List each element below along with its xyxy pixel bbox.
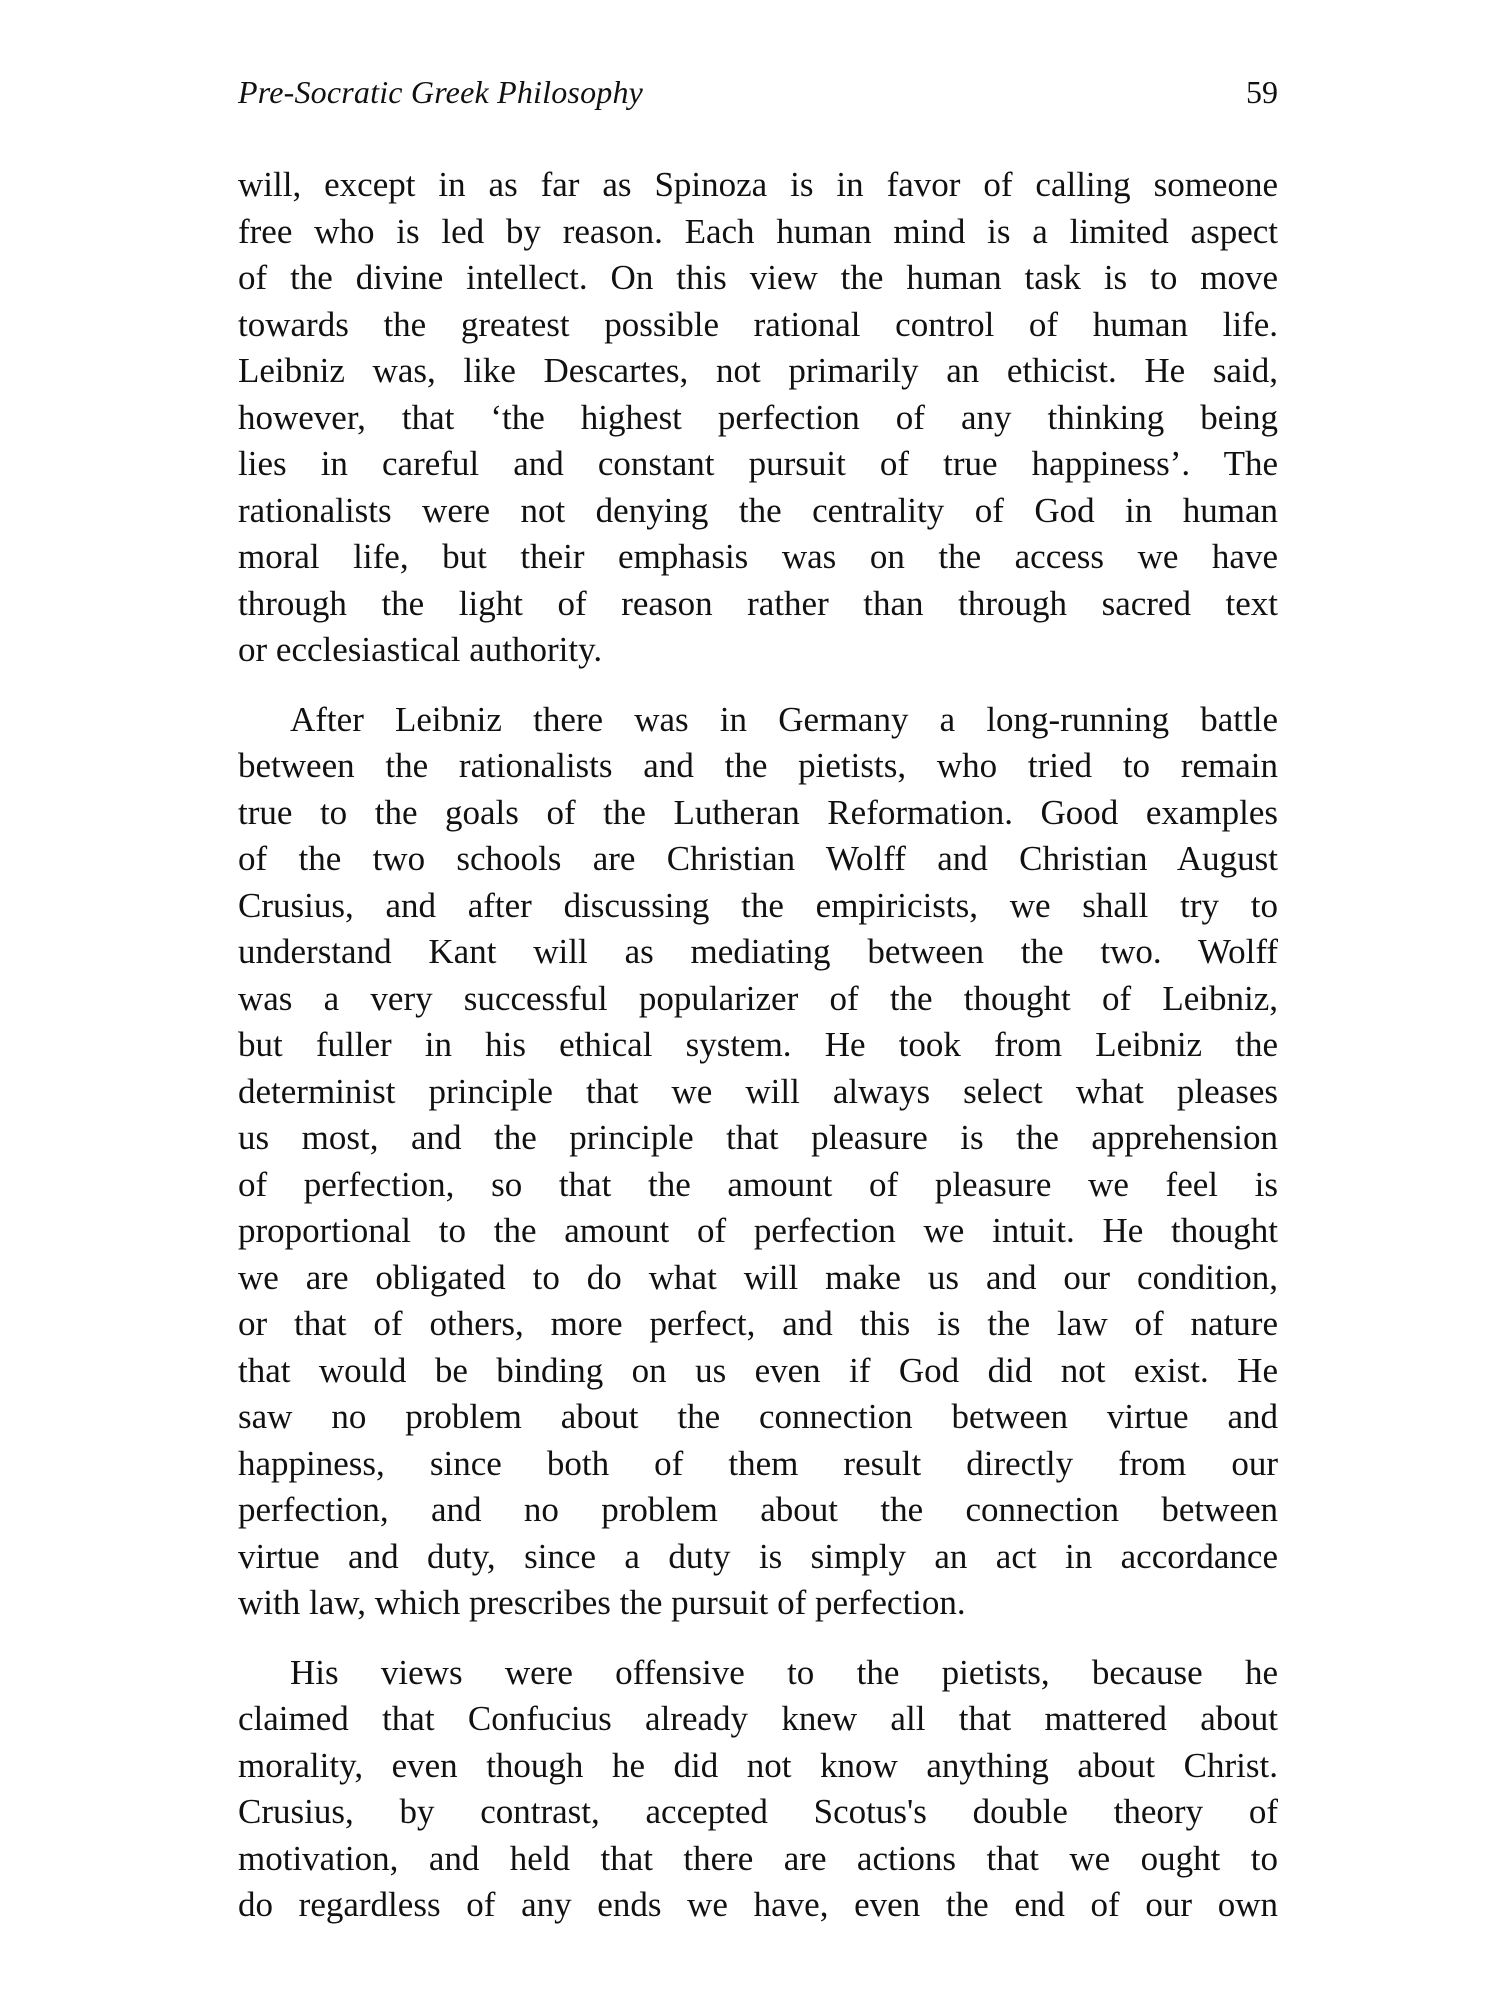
text-line: lies in careful and constant pursuit of true happiness’. The (238, 444, 1278, 483)
text-line: but fuller in his ethical system. He took from Leibniz the (238, 1025, 1278, 1064)
page-number: 59 (1246, 74, 1278, 110)
text-line: however, that ‘the highest perfection of any thinking being (238, 397, 1278, 437)
text-line: true to the goals of the Lutheran Reformation. Good examples (238, 792, 1278, 832)
running-title: Pre-Socratic Greek Philosophy (238, 74, 644, 110)
text-line: us most, and the principle that pleasure is the apprehension (238, 1118, 1278, 1157)
text-line: will, except in as far as Spinoza is in favor of calling someone (238, 165, 1278, 204)
text-line: was a very successful popularizer of the thought of Leibniz, (238, 978, 1278, 1018)
text-line: claimed that Confucius already knew all that mattered about (238, 1699, 1278, 1738)
text-line: determinist principle that we will always select what pleases (238, 1071, 1278, 1111)
text-line: understand Kant will as mediating between the two. Wolff (238, 932, 1278, 971)
text-line: towards the greatest possible rational control of human life. (238, 304, 1278, 344)
paragraph-spacer (238, 674, 1278, 697)
text-line: motivation, and held that there are actions that we ought to (238, 1838, 1278, 1878)
text-line: free who is led by reason. Each human mind is a limited aspect (238, 211, 1278, 251)
paragraph-3 (238, 1650, 1278, 1929)
paragraph-spacer (238, 1627, 1278, 1650)
text-line: of the two schools are Christian Wolff and Christian August (238, 839, 1278, 878)
text-line: that would be binding on us even if God did not exist. He (238, 1350, 1278, 1390)
text-line: perfection, and no problem about the connection between (238, 1490, 1278, 1529)
text-line: Crusius, by contrast, accepted Scotus's double theory of (238, 1792, 1278, 1831)
text-line: happiness, since both of them result directly from our (238, 1443, 1278, 1483)
text-line: saw no problem about the connection between virtue and (238, 1397, 1278, 1436)
text-line: His views were offensive to the pietists, because he (290, 1652, 1278, 1692)
text-line: or ecclesiastical authority. (238, 630, 603, 669)
paragraph-2 (238, 697, 1278, 1627)
text-line: Leibniz was, like Descartes, not primarily an ethicist. He said, (238, 351, 1278, 390)
text-line: morality, even though he did not know anything about Christ. (238, 1745, 1278, 1785)
text-line: of perfection, so that the amount of pleasure we feel is (238, 1164, 1278, 1204)
text-line: virtue and duty, since a duty is simply an act in accordance (238, 1536, 1278, 1576)
text-line: proportional to the amount of perfection we intuit. He thought (238, 1211, 1278, 1250)
text-line: do regardless of any ends we have, even the end of our own (238, 1885, 1278, 1924)
paragraph-1 (238, 162, 1278, 674)
text-line: of the divine intellect. On this view the human task is to move (238, 258, 1278, 297)
text-line: rationalists were not denying the centrality of God in human (238, 490, 1278, 530)
text-line: through the light of reason rather than through sacred text (238, 583, 1278, 623)
text-line: between the rationalists and the pietists, who tried to remain (238, 746, 1278, 785)
text-line: or that of others, more perfect, and this is the law of nature (238, 1304, 1278, 1343)
text-line: we are obligated to do what will make us and our condition, (238, 1257, 1278, 1297)
body-text (238, 162, 1278, 1929)
text-line: After Leibniz there was in Germany a long-running battle (290, 699, 1278, 739)
text-line: moral life, but their emphasis was on the access we have (238, 537, 1278, 576)
text-line: Crusius, and after discussing the empiricists, we shall try to (238, 885, 1278, 925)
text-line: with law, which prescribes the pursuit of perfection. (238, 1583, 966, 1622)
running-head (238, 74, 1278, 124)
